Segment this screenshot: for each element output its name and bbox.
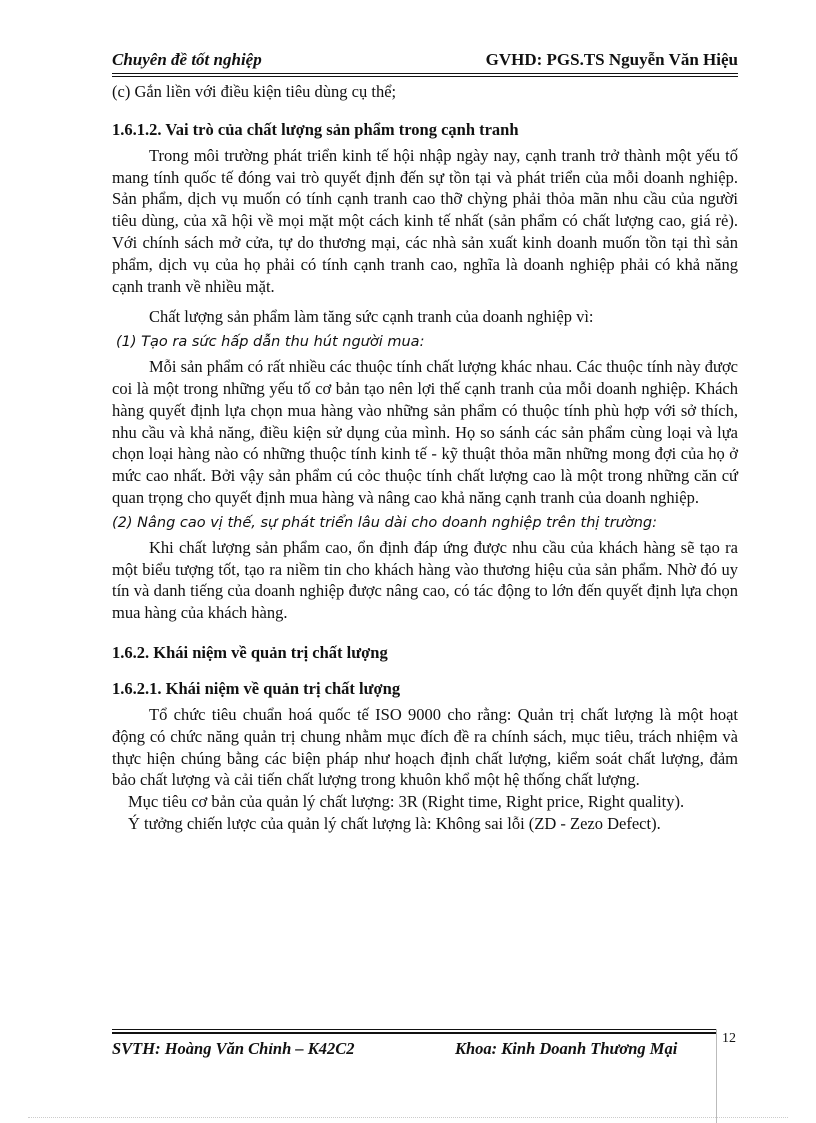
subheading-position-development: (2) Nâng cao vị thế, sự phát triển lâu dài cho doanh nghiệp trên thị trường: <box>112 514 658 531</box>
page-footer <box>112 1029 716 1069</box>
paragraph: Trong môi trường phát triển kinh tế hội nhập ngày nay, cạnh tranh trở thành một yếu tố mang tính quốc tế đóng vai trò quyết định đến sự tồn tại và phát triển của mỗi doanh nghiệp. Sản phẩm, dịch vụ muốn có tính cạnh tranh cao thỡ chỳng phải thỏa mãn nhu cầu của người tiêu dùng, của xã hội về mọi mặt một cách kinh tế nhất (sản phẩm có chất lượng cao, giá rẻ). Với chính sách mở cửa, tự do thương mại, các nhà sản xuất kinh doanh muốn tồn tại thì sản phẩm, dịch vụ của họ phải có tính cạnh tranh cao, nghĩa là doanh nghiệp phải có khả năng cạnh tranh về nhiều mặt. <box>112 145 738 296</box>
page-bottom-border <box>28 1117 788 1118</box>
section-heading-1-6-1-2: 1.6.1.2. Vai trò của chất lượng sản phẩm trong cạnh tranh <box>112 119 519 139</box>
header-rule <box>112 73 738 74</box>
header-thesis-title: Chuyên đề tốt nghiệp <box>112 50 262 69</box>
section-heading-1-6-2-1: 1.6.2.1. Khái niệm về quản trị chất lượng <box>112 678 401 698</box>
paragraph: Mỗi sản phẩm có rất nhiều các thuộc tính chất lượng khác nhau. Các thuộc tính này được coi là một trong những yếu tố cơ bản tạo nên lợi thế cạnh tranh của mỗi doanh nghiệp. Khách hàng quyết định lựa chọn mua hàng vào những sản phẩm có thuộc tính phù hợp với sở thích, nhu cầu và khả năng, điều kiện sử dụng của mình. Họ so sánh các sản phẩm cùng loại và lựa chọn loại hàng nào có những thuộc tính kinh tế - kỹ thuật thỏa mãn những mong đợi của họ ở mức cao nhất. Bởi vậy sản phẩm cú cỏc thuộc tính chất lượng cao là một trong những căn cứ quan trọng cho quyết định mua hàng và nâng cao khả năng cạnh tranh của doanh nghiệp. <box>112 357 738 507</box>
paragraph: Khi chất lượng sản phẩm cao, ổn định đáp ứng được nhu cầu của khách hàng sẽ tạo ra một biểu tượng tốt, tạo ra niềm tin cho khách hàng vào thương hiệu của sản phẩm. Nhờ đó uy tín và danh tiếng của doanh nghiệp được nâng cao, có tác động to lớn đến quyết định lựa chọn mua hàng của khách hàng. <box>112 537 738 623</box>
subheading-attract-buyers: (1) Tạo ra sức hấp dẫn thu hút người mua: <box>116 334 425 351</box>
page-number: 12 <box>722 1031 736 1046</box>
paragraph: Ý tưởng chiến lược của quản lý chất lượng là: Không sai lỗi (ZD - Zezo Defect). <box>128 813 661 833</box>
footer-rule-thin <box>112 1029 716 1030</box>
page-body <box>112 76 738 835</box>
section-heading-1-6-2: 1.6.2. Khái niệm về quản trị chất lượng <box>112 642 388 662</box>
header-advisor: GVHD: PGS.TS Nguyễn Văn Hiệu <box>485 50 738 69</box>
list-item-c: (c) Gắn liền với điều kiện tiêu dùng cụ thể; <box>112 82 397 101</box>
paragraph: Mục tiêu cơ bản của quản lý chất lượng: 3R (Right time, Right price, Right quality). <box>128 792 685 812</box>
footer-student: SVTH: Hoàng Văn Chỉnh – K42C2 <box>112 1039 355 1058</box>
paragraph: Chất lượng sản phẩm làm tăng sức cạnh tranh của doanh nghiệp vì: <box>149 307 594 327</box>
paragraph: Tổ chức tiêu chuẩn hoá quốc tế ISO 9000 cho rằng: Quản trị chất lượng là một hoạt động có chức năng quản trị chung nhằm mục đích đề ra chính sách, mục tiêu, trách nhiệm và thực hiện chúng bằng các biện pháp như hoạch định chất lượng, kiểm soát chất lượng, đảm bảo chất lượng và cải tiến chất lượng trong khuôn khổ một hệ thống chất lượng. <box>112 704 738 790</box>
footer-faculty: Khoa: Kinh Doanh Thương Mại <box>455 1039 678 1058</box>
page-header <box>112 50 738 76</box>
footer-rule <box>112 1032 716 1034</box>
margin-line <box>716 1029 717 1123</box>
